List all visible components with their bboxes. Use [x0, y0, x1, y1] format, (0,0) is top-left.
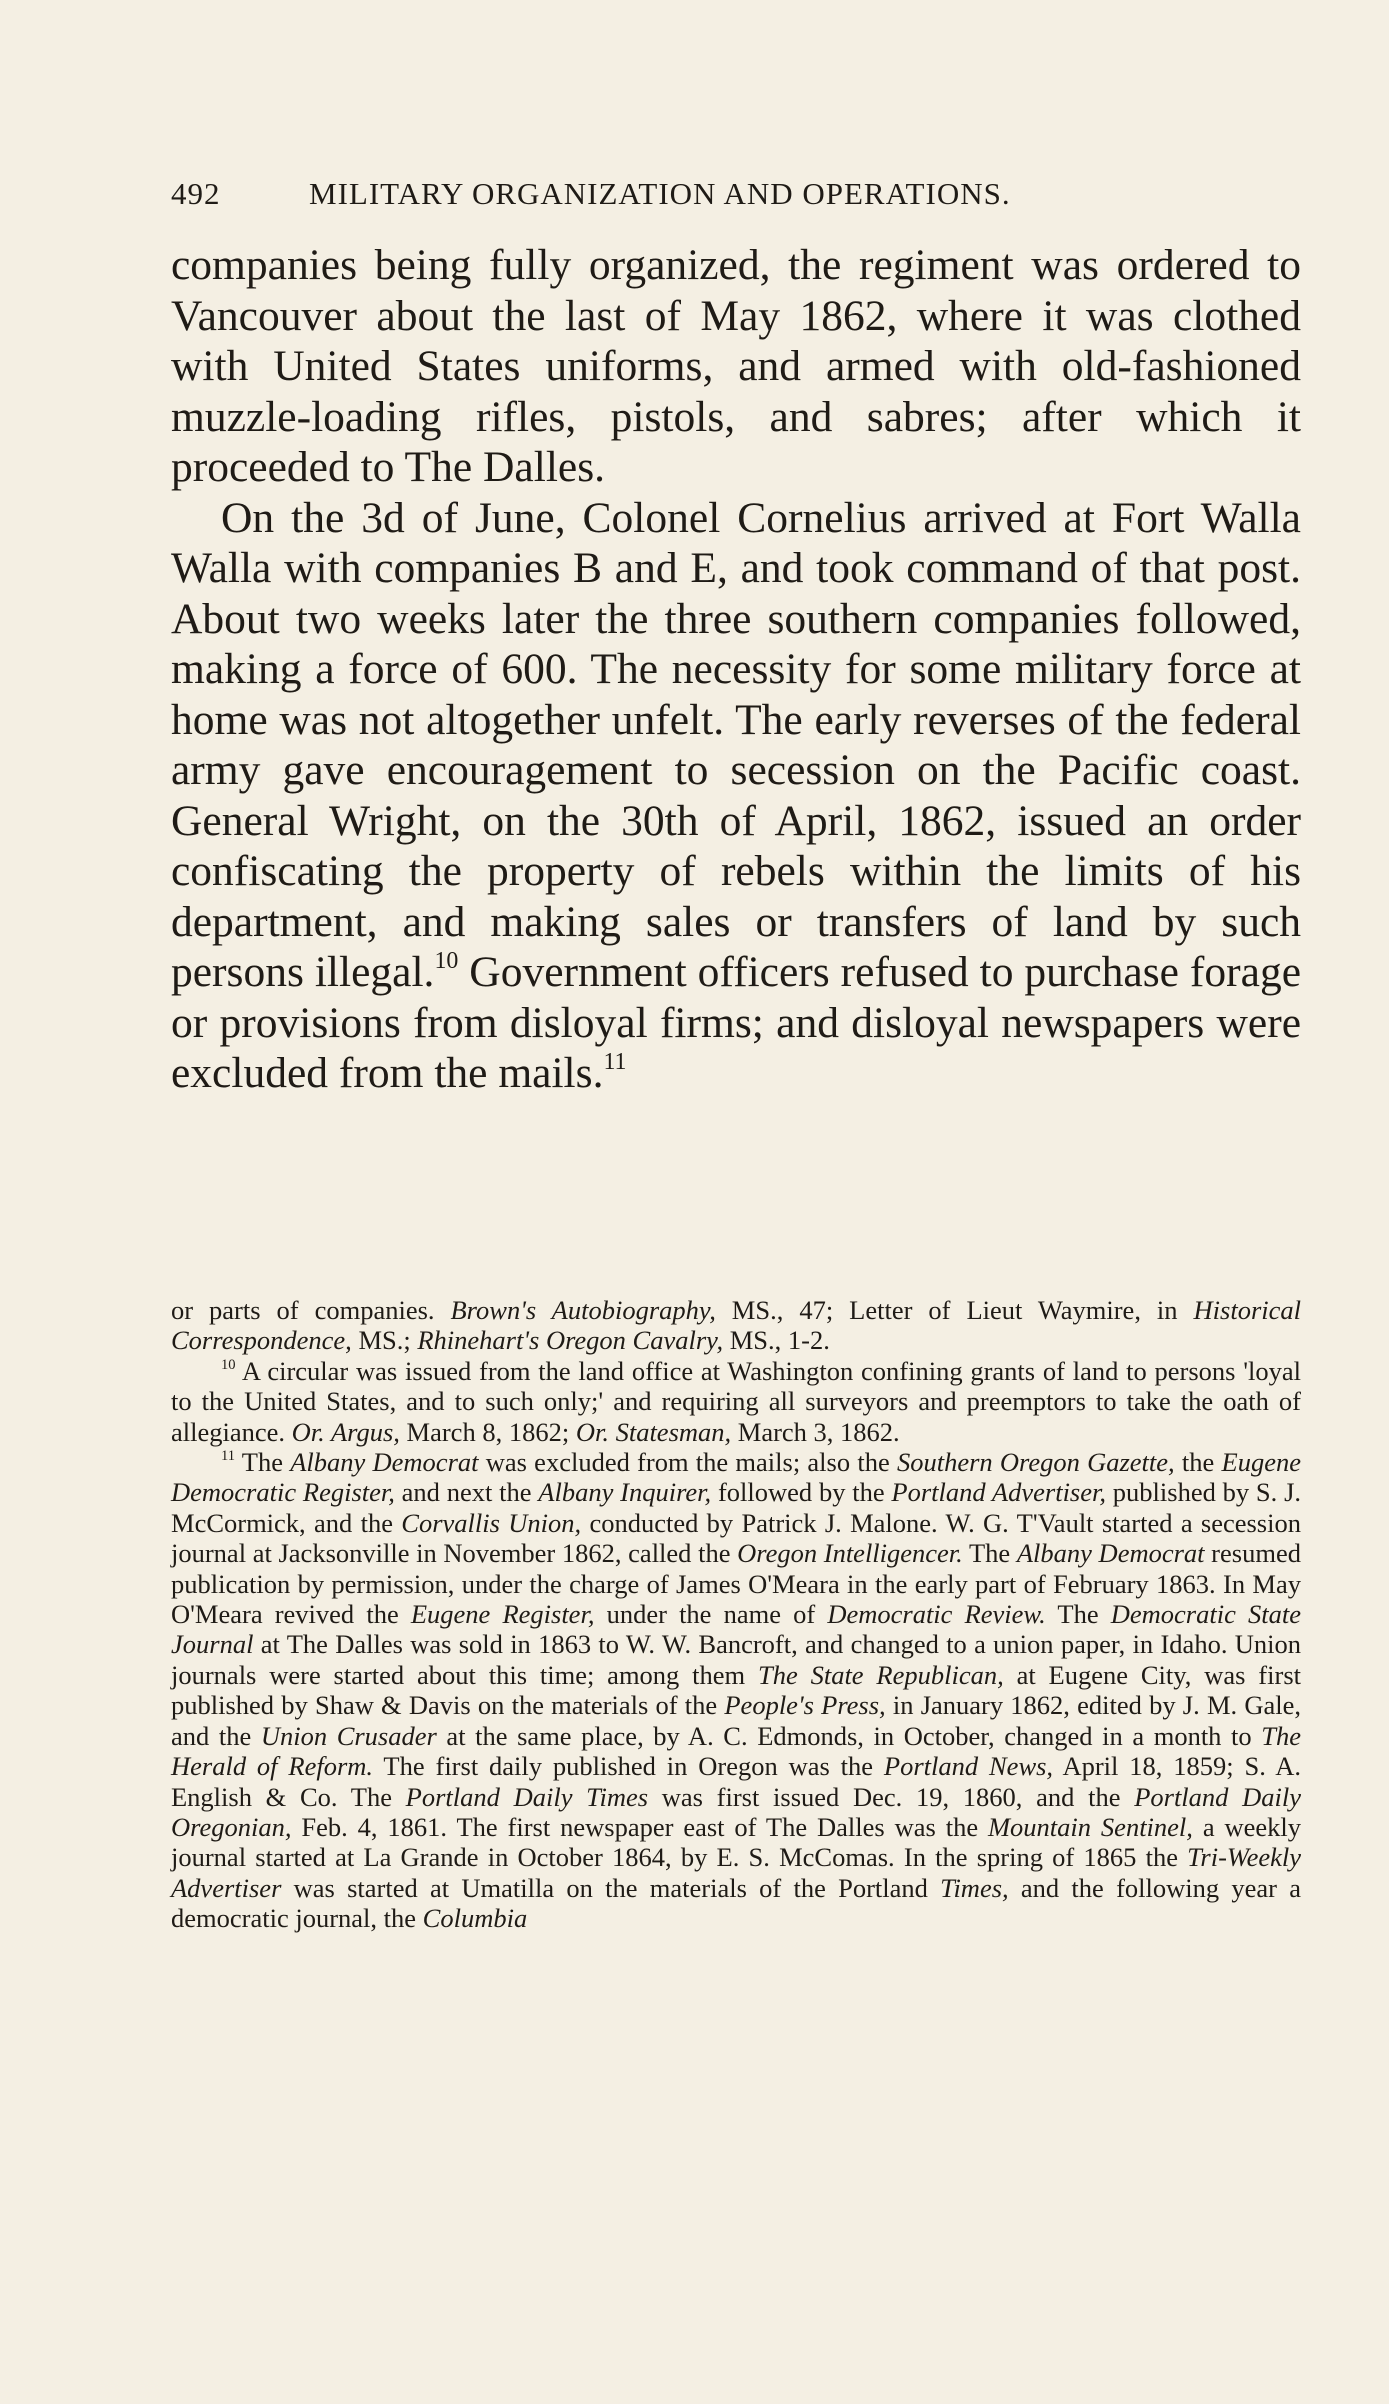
paragraph-2-text-b: Government officers refused to purchase forage or provisions from disloyal firms; and disloyal newspapers were excluded from the mails.	[171, 948, 1302, 1097]
footnote-text: and the following year a democratic journal, the	[171, 1872, 1301, 1934]
footnote-citation: Southern Oregon Gazette,	[896, 1447, 1175, 1478]
main-text	[171, 240, 1301, 1099]
footnote-text: March 8, 1862;	[399, 1416, 576, 1447]
footnote-10	[171, 1356, 1301, 1447]
paragraph-1: companies being fully organized, the regiment was ordered to Vancouver about the last of May 1862, where it was clothed with United States uniforms, and armed with old-fashioned muzzle-loading rifles, pistols, and sabres; after which it proceeded to The Dalles.	[171, 241, 1301, 491]
footnote-citation: Rhinehart's Oregon Cavalry,	[417, 1325, 724, 1356]
footnote-citation: People's Press,	[724, 1690, 886, 1721]
page-number: 492	[171, 176, 221, 211]
footnote-number: 10	[221, 1356, 236, 1373]
footnote-text: under the name of	[594, 1599, 828, 1630]
footnote-text: the	[1174, 1447, 1222, 1478]
footnote-text: at The Dalles was sold in 1863 to W. W. Bancroft, and changed to a union paper, in Idaho. Union journals were started about this time; among them	[171, 1629, 1301, 1690]
footnote-citation: Democratic State Journal	[171, 1599, 1301, 1660]
footnote-text: was excluded from the mails; also the	[478, 1447, 897, 1478]
footnote-citation: Mountain Sentinel,	[987, 1811, 1193, 1842]
footnote-citation: Portland Daily Times	[405, 1781, 649, 1812]
footnote-citation: Corvallis Union,	[401, 1507, 582, 1538]
footnote-text: The first daily published in Oregon was the	[373, 1751, 884, 1782]
footnote-citation: Oregon Intelligencer.	[737, 1538, 963, 1569]
footnote-continuation	[171, 1295, 1301, 1356]
footnote-citation: Democratic Review.	[827, 1599, 1046, 1630]
footnote-citation: Albany Democrat	[1016, 1538, 1205, 1569]
footnote-text: was started at Umatilla on the materials of the Portland	[281, 1872, 941, 1903]
footnote-citation: The Herald of Reform.	[171, 1720, 1301, 1782]
running-title: MILITARY ORGANIZATION AND OPERATIONS.	[309, 176, 1011, 211]
footnote-citation: Or. Argus,	[291, 1416, 400, 1447]
footnote-text: or parts of companies.	[171, 1295, 451, 1325]
footnote-text: MS., 47; Letter of Lieut Waymire, in	[715, 1295, 1194, 1325]
footnote-citation: The State Republican,	[757, 1659, 1004, 1690]
footnote-text: was first issued Dec. 19, 1860, and the	[648, 1781, 1135, 1812]
footnote-citation: Union Crusader	[260, 1720, 437, 1751]
footnote-ref-11[interactable]: 11	[603, 1049, 627, 1076]
footnote-text: A circular was issued from the land office at Washington confining grants of land to persons 'loyal to the United States, and to such only;' and requiring all surveyors and preemptors to take the oath of allegiance.	[171, 1355, 1301, 1447]
footnote-citation: Portland News,	[883, 1751, 1054, 1782]
paragraph-2-text-a: On the 3d of June, Colonel Cornelius arrived at Fort Walla Walla with companies B and E, and took command of that post. About two weeks later the three southern companies followed, making a force of 600. The necessity for some military force at home was not altogether unfelt. The early reverses of the federal army gave encouragement to secession on the Pacific coast. General Wright, on the 30th of April, 1862, issued an order confiscating the property of rebels within the limits of his department, and making sales or transfers of land by such persons illegal.	[171, 493, 1301, 996]
footnote-text: at the same place, by A. C. Edmonds, in October, changed in a month to	[436, 1720, 1262, 1751]
footnote-text: The	[962, 1538, 1017, 1569]
footnote-text: Feb. 4, 1861. The first newspaper east of The Dalles was the	[291, 1811, 988, 1842]
footnote-citation: Portland Daily Oregonian,	[171, 1781, 1301, 1842]
footnote-text: The	[1045, 1599, 1111, 1630]
footnote-text: conducted by Patrick J. Malone. W. G. T'Vault started a secession journal at Jacksonville in November 1862, called the	[171, 1507, 1301, 1569]
footnote-text: MS.;	[351, 1325, 418, 1356]
footnote-text: published by S. J. McCormick, and the	[171, 1477, 1302, 1538]
footnote-citation: Albany Inquirer,	[538, 1477, 712, 1508]
footnote-citation: Eugene Register,	[410, 1599, 595, 1630]
footnote-text: resumed publication by permission, under the charge of James O'Meara in the early part of February 1863. In May O'Meara revived the	[171, 1538, 1301, 1630]
footnote-text: followed by the	[711, 1477, 892, 1508]
footnote-text: at Eugene City, was first published by Shaw & Davis on the materials of the	[171, 1659, 1301, 1721]
footnote-citation: Albany Democrat	[290, 1447, 479, 1478]
footnote-text: MS., 1-2.	[723, 1325, 830, 1356]
footnote-text: The	[235, 1447, 291, 1478]
footnote-citation: Tri-Weekly Advertiser	[171, 1842, 1301, 1903]
footnote-11	[171, 1447, 1301, 1934]
footnote-citation: Times,	[940, 1872, 1009, 1903]
footnote-number: 11	[221, 1448, 236, 1465]
footnote-text: and next the	[394, 1477, 539, 1508]
footnote-citation: Historical Correspondence,	[171, 1295, 1301, 1356]
footnote-citation: Eugene Democratic Register,	[171, 1447, 1301, 1508]
footnote-citation: Brown's Autobiography,	[450, 1295, 716, 1325]
footnote-ref-10[interactable]: 10	[434, 948, 459, 975]
footnote-text: April 18, 1859; S. A. English & Co. The	[171, 1751, 1301, 1812]
footnote-citation: Columbia	[422, 1903, 528, 1934]
paragraph-2	[171, 493, 1301, 1099]
footnote-citation: Or. Statesman,	[575, 1416, 732, 1447]
footnote-text: a weekly journal started at La Grande in October 1864, by E. S. McComas. In the spring of 1865 the	[171, 1811, 1301, 1873]
footnotes	[171, 1295, 1301, 1934]
footnote-text: in January 1862, edited by J. M. Gale, and the	[171, 1690, 1301, 1751]
footnote-text: March 3, 1862.	[731, 1416, 900, 1447]
page-header	[171, 168, 1301, 218]
footnote-citation: Portland Advertiser,	[891, 1477, 1107, 1508]
